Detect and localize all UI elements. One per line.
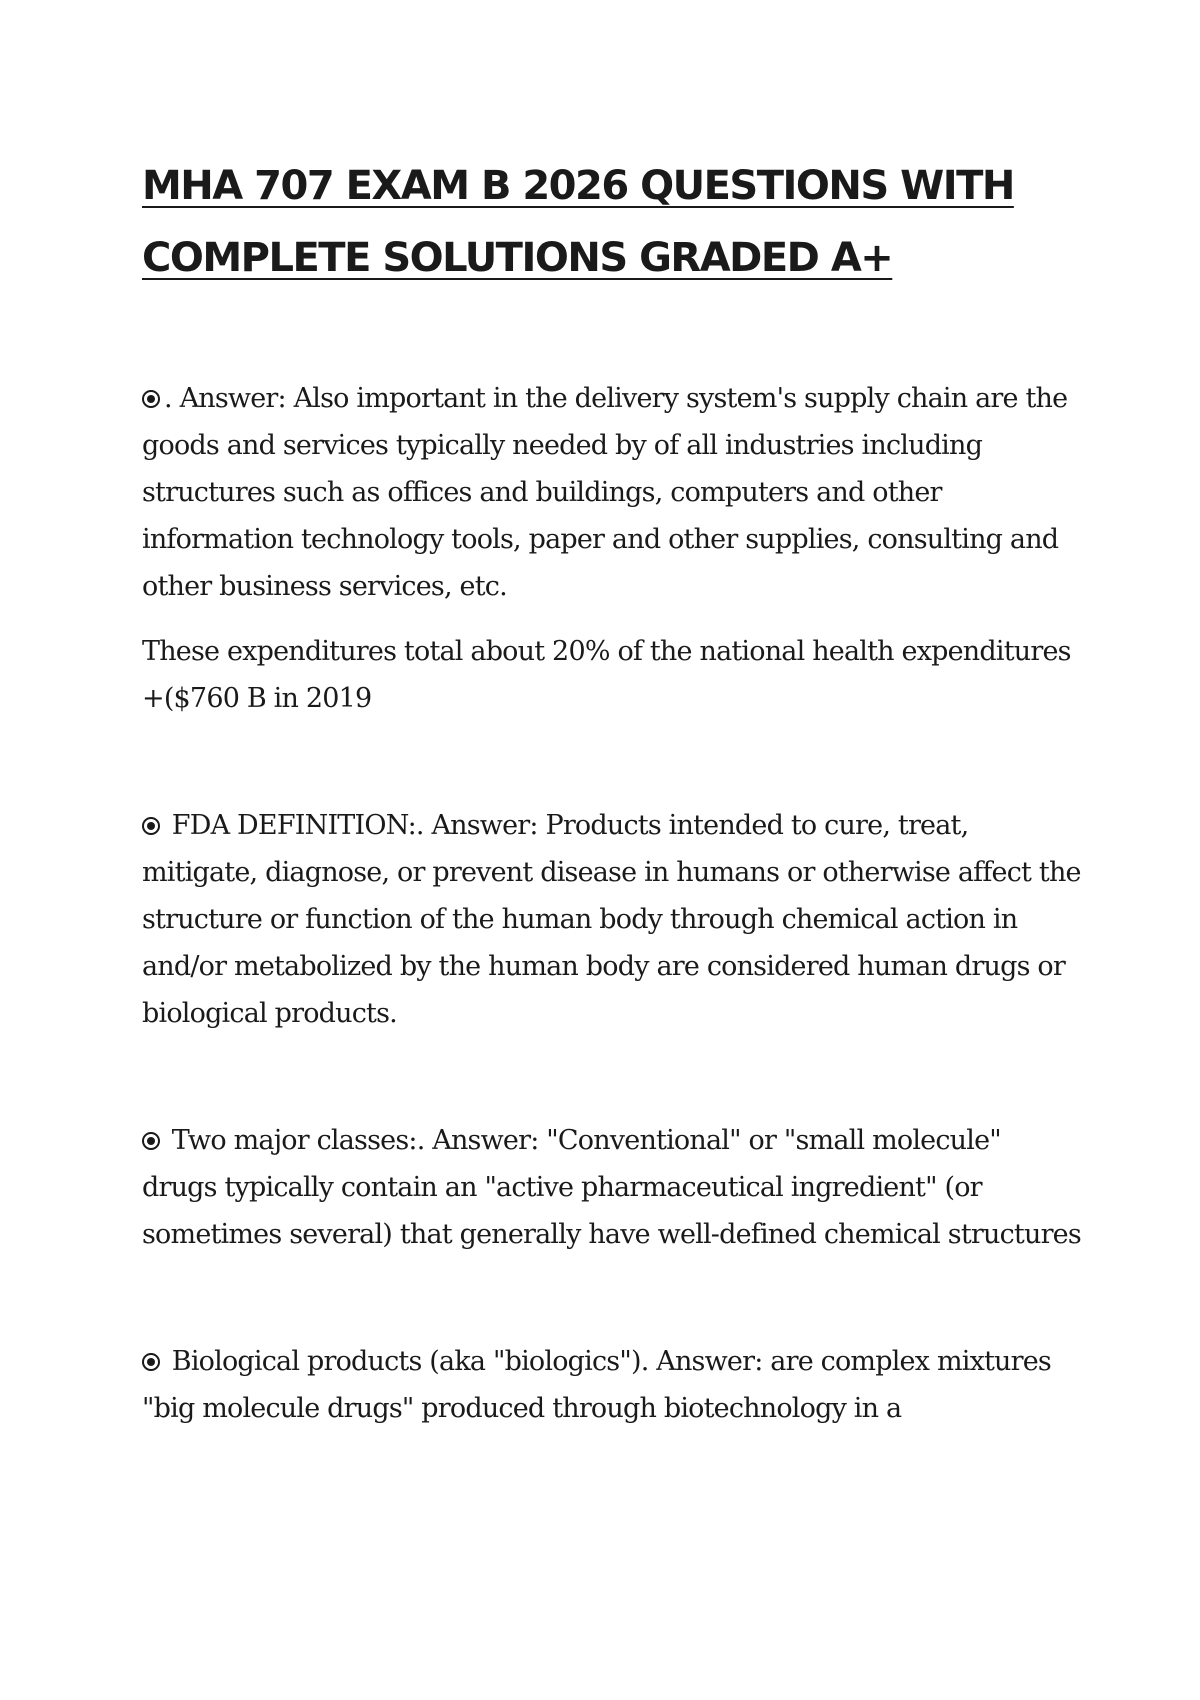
qa-entry-fda-definition [142, 802, 1082, 1037]
qa-entry-two-major-classes [142, 1117, 1082, 1258]
entry-text: Biological products (aka "biologics"). Answer: are complex mixtures "big molecule drugs" produced through biotechnology in a [142, 1346, 1051, 1424]
radio-bullet-icon [142, 817, 160, 835]
entry-text: FDA DEFINITION:. Answer: Products intended to cure, treat, mitigate, diagnose, or prevent disease in humans or otherwise affect the structure or function of the human body through chemical action in and/or metabolized by the human body are considered human drugs or biological products. [142, 810, 1081, 1029]
radio-bullet-icon [142, 390, 160, 408]
title-line-2: COMPLETE SOLUTIONS GRADED A+ [142, 235, 893, 281]
qa-entry-biological-products [142, 1338, 1082, 1432]
page-title [142, 150, 1102, 294]
entry-paragraph [142, 375, 1082, 610]
qa-entry-supply-chain [142, 375, 1082, 722]
qa-list [142, 375, 1082, 1432]
title-line-1: MHA 707 EXAM B 2026 QUESTIONS WITH [142, 163, 1014, 209]
entry-continuation: These expenditures total about 20% of the national health expenditures +($760 B in 2019 [142, 636, 1071, 714]
entry-text: Two major classes:. Answer: "Conventional" or "small molecule" drugs typically contain an "active pharmaceutical ingredient" (or sometimes several) that generally have well-defined chemical structures [142, 1125, 1081, 1250]
radio-bullet-icon [142, 1132, 160, 1150]
entry-paragraph [142, 802, 1082, 1037]
entry-paragraph [142, 1338, 1082, 1432]
radio-bullet-icon [142, 1353, 160, 1371]
entry-text: . Answer: Also important in the delivery system's supply chain are the goods and services typically needed by of all industries including structures such as offices and buildings, computers and other information technology tools, paper and other supplies, consulting and other business services, etc. [142, 383, 1068, 602]
entry-paragraph [142, 1117, 1082, 1258]
